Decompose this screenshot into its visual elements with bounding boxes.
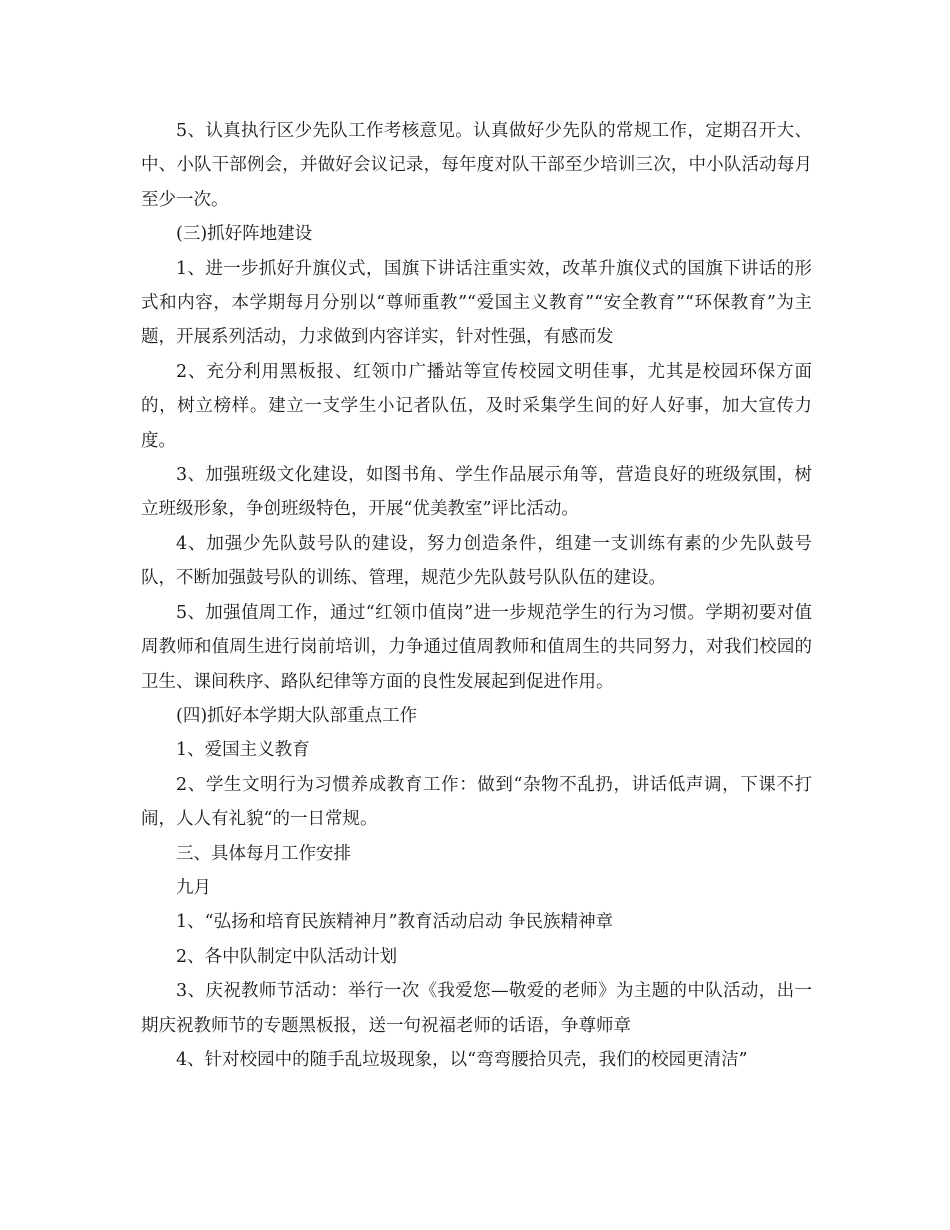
- paragraph-teachers-day: 3、庆祝教师节活动：举行一次《我爱您—敬爱的老师》为主题的中队活动，出一期庆祝教师节的专题黑板报，送一句祝福老师的话语，争尊师章: [141, 981, 812, 1036]
- paragraph-blackboard-radio: 2、充分利用黑板报、红领巾广播站等宣传校园文明佳事，尤其是校园环保方面的，树立榜样。建立一支学生小记者队伍，及时采集学生间的好人好事，加大宣传力度。: [141, 361, 812, 451]
- paragraph-civilized-behavior: 2、学生文明行为习惯养成教育工作：做到“杂物不乱扔，讲话低声调，下课不打闹，人人有礼貌“的一日常规。: [141, 774, 812, 830]
- paragraph-flag-ceremony: 1、进一步抓好升旗仪式，国旗下讲话注重实效，改革升旗仪式的国旗下讲话的形式和内容，本学期每月分别以“尊师重教”“爱国主义教育”“安全教育”“环保教育”为主题，开展系列活动，力求做到内容详实，针对性强，有感而发: [141, 258, 812, 348]
- heading-monthly-plan: 三、具体每月工作安排: [176, 843, 351, 864]
- paragraph-drum-team: 4、加强少先队鼓号队的建设，努力创造条件，组建一支训练有素的少先队鼓号队，不断加强鼓号队的训练、管理，规范少先队鼓号队队伍的建设。: [141, 533, 812, 589]
- paragraph-litter-campaign: 4、针对校园中的随手乱垃圾现象，以“弯弯腰拾贝壳，我们的校园更清洁”: [176, 1049, 748, 1070]
- heading-position-building: (三)抓好阵地建设: [176, 224, 313, 245]
- list-item-patriotism: 1、爱国主义教育: [176, 740, 310, 761]
- paragraph-class-culture: 3、加强班级文化建设，如图书角、学生作品展示角等，营造良好的班级氛围，树立班级形象，争创班级特色，开展“优美教室”评比活动。: [141, 465, 812, 520]
- list-item-squad-plan: 2、各中队制定中队活动计划: [176, 946, 398, 967]
- paragraph-team-assessment: 5、认真执行区少先队工作考核意见。认真做好少先队的常规工作，定期召开大、中、小队干部例会，并做好会议记录，每年度对队干部至少培训三次，中小队活动每月至少一次。: [141, 121, 812, 210]
- paragraph-weekly-duty: 5、加强值周工作，通过“红领巾值岗”进一步规范学生的行为习惯。学期初要对值周教师和值周生进行岗前培训，力争通过值周教师和值周生的共同努力，对我们校园的卫生、课间秩序、路队纪律等方面的良性发展起到促进作用。: [141, 602, 812, 692]
- list-item-national-spirit: 1、“弘扬和培育民族精神月”教育活动启动 争民族精神章: [176, 912, 614, 933]
- heading-key-work: (四)抓好本学期大队部重点工作: [176, 705, 418, 726]
- heading-september: 九月: [176, 877, 211, 898]
